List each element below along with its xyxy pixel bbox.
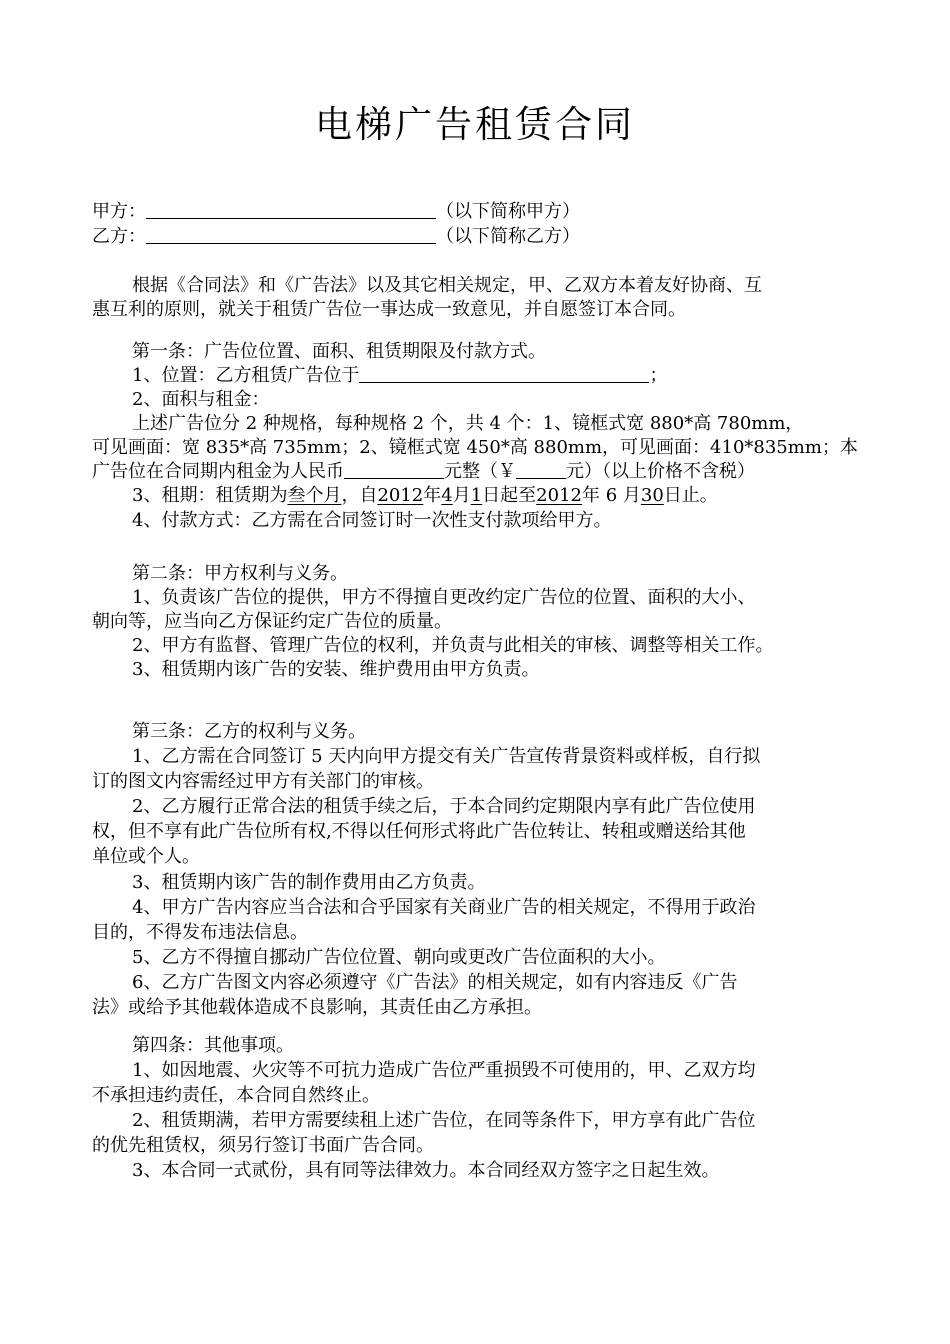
party-a-label: 甲方：: [92, 201, 146, 222]
article-1-rent-line: [92, 460, 872, 484]
location-blank[interactable]: [359, 364, 649, 383]
term-start-year: 2012: [377, 485, 424, 506]
rent-words-blank[interactable]: [344, 460, 444, 479]
party-a-blank[interactable]: [146, 200, 436, 219]
rent-prefix: 广告位在合同期内租金为人民币: [92, 461, 344, 482]
term-text: 日止。: [663, 485, 718, 506]
location-suffix: ；: [649, 365, 668, 386]
article-2-item-2: 2、甲方有监督、管理广告位的权利，并负责与此相关的审核、调整等相关工作。: [132, 635, 774, 656]
intro-line-2: 惠互利的原则，就关于租赁广告位一事达成一致意见，并自愿签订本合同。: [92, 299, 686, 320]
term-start-day: 1: [470, 485, 483, 506]
term-end-year: 2012: [536, 485, 582, 506]
party-b-blank[interactable]: [146, 225, 436, 244]
party-b-line: [92, 225, 872, 249]
article-3-item-2-line-2: 权，但不享有此广告位所有权,不得以任何形式将此广告位转让、转租或赠送给其他: [92, 821, 746, 842]
article-3-item-1-line-2: 订的图文内容需经过甲方有关部门的审核。: [92, 771, 434, 792]
party-a-suffix: （以下简称甲方）: [436, 201, 580, 222]
rent-mid: 元整（￥: [444, 461, 516, 482]
article-3-item-1-line-1: 1、乙方需在合同签订 5 天内向甲方提交有关广告宣传背景资料或样板，自行拟: [132, 746, 761, 767]
article-4-item-1-line-1: 1、如因地震、火灾等不可抗力造成广告位严重损毁不可使用的，甲、乙双方均: [132, 1060, 756, 1081]
rent-suffix: 元）（以上价格不含税）: [566, 461, 755, 482]
article-3-item-2-line-1: 2、乙方履行正常合法的租赁手续之后，于本合同约定期限内享有此广告位使用: [132, 796, 756, 817]
article-3-item-4-line-2: 目的，不得发布违法信息。: [92, 922, 308, 943]
party-b-label: 乙方：: [92, 226, 146, 247]
article-3-item-6-line-2: 法》或给予其他载体造成不良影响，其责任由乙方承担。: [92, 997, 542, 1018]
party-b-suffix: （以下简称乙方）: [436, 226, 580, 247]
party-a-line: [92, 200, 872, 224]
term-text: 3、租期：租赁期为: [132, 485, 288, 506]
article-4-item-2-line-1: 2、租赁期满，若甲方需要续租上述广告位，在同等条件下，甲方享有此广告位: [132, 1110, 756, 1131]
term-start-month: 4: [441, 485, 453, 506]
term-text: 月: [452, 485, 471, 506]
article-3-item-5: 5、乙方不得擅自挪动广告位位置、朝向或更改广告位面积的大小。: [132, 947, 666, 968]
article-3-heading: 第三条：乙方的权利与义务。: [132, 721, 366, 742]
article-4-item-2-line-2: 的优先租赁权，须另行签订书面广告合同。: [92, 1135, 434, 1156]
article-3-item-4-line-1: 4、甲方广告内容应当合法和合乎国家有关商业广告的相关规定，不得用于政治: [132, 897, 756, 918]
article-2-item-1-line-1: 1、负责该广告位的提供，甲方不得擅自更改约定广告位的位置、面积的大小、: [132, 587, 756, 608]
article-3-item-6-line-1: 6、乙方广告图文内容必须遵守《广告法》的相关规定，如有内容违反《广告: [132, 972, 738, 993]
intro-line-1: 根据《合同法》和《广告法》以及其它相关规定，甲、乙双方本着友好协商、互: [132, 275, 762, 296]
article-1-area-heading: 2、面积与租金：: [132, 389, 270, 410]
location-prefix: 1、位置：乙方租赁广告位于: [132, 365, 360, 386]
term-text: 年 6 月: [581, 485, 641, 506]
term-period: 叁个月: [287, 485, 342, 506]
article-1-payment: 4、付款方式：乙方需在合同签订时一次性支付款项给甲方。: [132, 510, 612, 531]
term-text: 日起至: [482, 485, 537, 506]
article-4-heading: 第四条：其他事项。: [132, 1035, 294, 1056]
article-1-location: [132, 364, 912, 388]
article-4-item-3: 3、本合同一式贰份，具有同等法律效力。本合同经双方签字之日起生效。: [132, 1160, 720, 1181]
article-3-item-3: 3、租赁期内该广告的制作费用由乙方负责。: [132, 872, 486, 893]
article-1-spec-line-2: 可见画面：宽 835*高 735mm；2、镜框式宽 450*高 880mm，可见画面：410*835mm；本: [92, 437, 858, 458]
document-title: 电梯广告租赁合同: [315, 103, 635, 146]
article-2-item-1-line-2: 朝向等，应当向乙方保证约定广告位的质量。: [92, 611, 452, 632]
article-3-item-2-line-3: 单位或个人。: [92, 846, 200, 867]
term-text: 年: [423, 485, 442, 506]
term-end-day: 30: [640, 485, 664, 506]
article-1-term: [132, 484, 912, 508]
article-2-item-3: 3、租赁期内该广告的安装、维护费用由甲方负责。: [132, 659, 540, 680]
article-2-heading: 第二条：甲方权利与义务。: [132, 563, 348, 584]
article-1-spec-line-1: 上述广告位分 2 种规格，每种规格 2 个，共 4 个：1、镜框式宽 880*高 780mm，: [132, 413, 804, 434]
rent-amount-blank[interactable]: [516, 460, 566, 479]
term-text: ，自: [341, 485, 378, 506]
article-4-item-1-line-2: 不承担违约责任，本合同自然终止。: [92, 1085, 380, 1106]
article-1-heading: 第一条：广告位位置、面积、租赁期限及付款方式。: [132, 341, 546, 362]
